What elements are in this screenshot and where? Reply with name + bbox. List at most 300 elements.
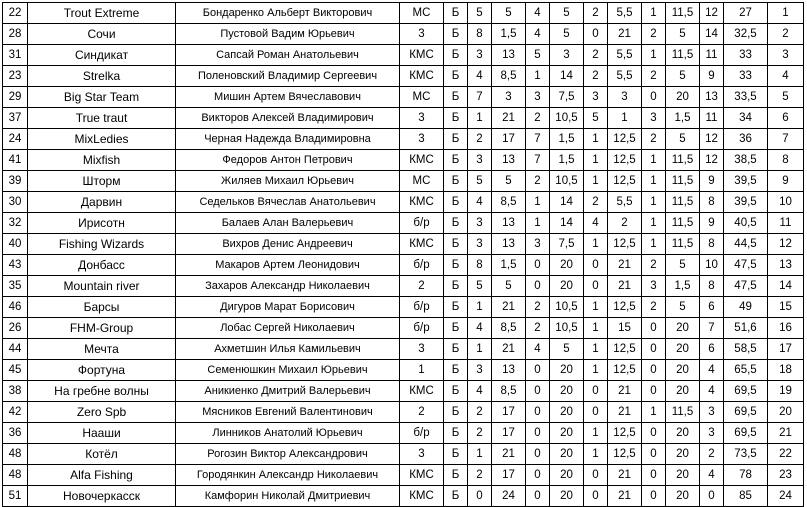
table-row: [3, 381, 804, 402]
team-name-cell: На гребне волны: [28, 381, 176, 402]
stage4-points-cell: 11,5: [666, 234, 700, 255]
participant-name-cell: Рогозин Виктор Александрович: [176, 444, 400, 465]
total-points-cell: 39,5: [724, 192, 768, 213]
participant-name-cell: Балаев Алан Валерьевич: [176, 213, 400, 234]
total-points-cell: 33,5: [724, 87, 768, 108]
stage2-points-cell: 20: [550, 402, 584, 423]
sector-cell: Б: [444, 45, 468, 66]
stage3-place-cell: 1: [584, 423, 608, 444]
team-number-cell: 48: [3, 444, 28, 465]
table-row: [3, 213, 804, 234]
stage2-points-cell: 10,5: [550, 318, 584, 339]
final-place-cell: 7: [768, 129, 804, 150]
table-row: [3, 192, 804, 213]
stage4-points-cell: 5: [666, 66, 700, 87]
stage3-points-cell: 21: [608, 255, 642, 276]
stage3-points-cell: 21: [608, 381, 642, 402]
participant-name-cell: Мишин Артем Вячеславович: [176, 87, 400, 108]
stage1-place-cell: 2: [468, 129, 492, 150]
stage3-place-cell: 2: [584, 192, 608, 213]
total-points-cell: 49: [724, 297, 768, 318]
stage2-place-cell: 4: [526, 24, 550, 45]
team-number-cell: 42: [3, 402, 28, 423]
stage2-points-cell: 20: [550, 465, 584, 486]
stage1-place-cell: 8: [468, 24, 492, 45]
stage2-place-cell: 3: [526, 87, 550, 108]
team-name-cell: Барсы: [28, 297, 176, 318]
stage2-place-cell: 0: [526, 486, 550, 507]
team-name-cell: Zero Spb: [28, 402, 176, 423]
stage1-points-cell: 17: [492, 423, 526, 444]
stage1-points-cell: 5: [492, 171, 526, 192]
participant-name-cell: Ахметшин Илья Камильевич: [176, 339, 400, 360]
participant-name-cell: Федоров Антон Петрович: [176, 150, 400, 171]
stage2-place-cell: 0: [526, 360, 550, 381]
team-name-cell: Mountain river: [28, 276, 176, 297]
sector-cell: Б: [444, 87, 468, 108]
table-row: [3, 66, 804, 87]
stage1-place-cell: 1: [468, 444, 492, 465]
stage3-place-cell: 0: [584, 465, 608, 486]
stage4-points-cell: 11,5: [666, 213, 700, 234]
stage1-place-cell: 3: [468, 150, 492, 171]
sector-cell: Б: [444, 402, 468, 423]
sport-rank-cell: 3: [400, 339, 444, 360]
stage2-place-cell: 1: [526, 213, 550, 234]
stage2-points-cell: 20: [550, 360, 584, 381]
table-row: [3, 276, 804, 297]
stage3-place-cell: 1: [584, 150, 608, 171]
stage2-points-cell: 20: [550, 423, 584, 444]
stage3-points-cell: 2: [608, 213, 642, 234]
stage1-place-cell: 2: [468, 465, 492, 486]
stage1-points-cell: 1,5: [492, 24, 526, 45]
sector-cell: Б: [444, 150, 468, 171]
sector-cell: Б: [444, 276, 468, 297]
stage1-place-cell: 7: [468, 87, 492, 108]
stage2-place-cell: 0: [526, 423, 550, 444]
catch-count-cell: 11: [700, 108, 724, 129]
team-name-cell: Big Star Team: [28, 87, 176, 108]
stage3-place-cell: 1: [584, 444, 608, 465]
stage2-place-cell: 3: [526, 234, 550, 255]
table-row: [3, 444, 804, 465]
stage4-place-cell: 2: [642, 24, 666, 45]
stage3-points-cell: 21: [608, 465, 642, 486]
participant-name-cell: Семенюшкин Михаил Юрьевич: [176, 360, 400, 381]
team-name-cell: True traut: [28, 108, 176, 129]
catch-count-cell: 13: [700, 87, 724, 108]
team-number-cell: 24: [3, 129, 28, 150]
total-points-cell: 40,5: [724, 213, 768, 234]
sport-rank-cell: 3: [400, 444, 444, 465]
stage1-place-cell: 5: [468, 3, 492, 24]
participant-name-cell: Макаров Артем Леонидович: [176, 255, 400, 276]
stage2-points-cell: 1,5: [550, 129, 584, 150]
stage4-points-cell: 5: [666, 129, 700, 150]
stage1-points-cell: 17: [492, 129, 526, 150]
final-place-cell: 3: [768, 45, 804, 66]
total-points-cell: 47,5: [724, 255, 768, 276]
stage3-place-cell: 2: [584, 45, 608, 66]
stage1-points-cell: 3: [492, 87, 526, 108]
stage4-place-cell: 0: [642, 318, 666, 339]
final-place-cell: 18: [768, 360, 804, 381]
stage1-place-cell: 2: [468, 402, 492, 423]
stage1-place-cell: 8: [468, 255, 492, 276]
sector-cell: Б: [444, 192, 468, 213]
stage4-place-cell: 1: [642, 402, 666, 423]
stage4-place-cell: 1: [642, 150, 666, 171]
sport-rank-cell: б/р: [400, 213, 444, 234]
sport-rank-cell: б/р: [400, 318, 444, 339]
sector-cell: Б: [444, 381, 468, 402]
stage4-place-cell: 0: [642, 360, 666, 381]
stage4-place-cell: 0: [642, 444, 666, 465]
stage1-place-cell: 3: [468, 234, 492, 255]
stage2-points-cell: 5: [550, 3, 584, 24]
stage3-place-cell: 0: [584, 276, 608, 297]
stage4-points-cell: 20: [666, 465, 700, 486]
participant-name-cell: Лобас Сергей Николаевич: [176, 318, 400, 339]
team-number-cell: 45: [3, 360, 28, 381]
sector-cell: Б: [444, 24, 468, 45]
stage4-place-cell: 3: [642, 108, 666, 129]
participant-name-cell: Викторов Алексей Владимирович: [176, 108, 400, 129]
stage1-points-cell: 1,5: [492, 255, 526, 276]
stage4-place-cell: 0: [642, 486, 666, 507]
catch-count-cell: 9: [700, 66, 724, 87]
participant-name-cell: Жиляев Михаил Юрьевич: [176, 171, 400, 192]
stage4-place-cell: 1: [642, 45, 666, 66]
team-number-cell: 46: [3, 297, 28, 318]
team-number-cell: 38: [3, 381, 28, 402]
table-row: [3, 129, 804, 150]
sport-rank-cell: 3: [400, 24, 444, 45]
table-row: [3, 402, 804, 423]
final-place-cell: 2: [768, 24, 804, 45]
team-name-cell: FHM-Group: [28, 318, 176, 339]
stage4-points-cell: 5: [666, 297, 700, 318]
table-row: [3, 234, 804, 255]
total-points-cell: 47,5: [724, 276, 768, 297]
total-points-cell: 32,5: [724, 24, 768, 45]
stage1-points-cell: 17: [492, 402, 526, 423]
stage1-place-cell: 5: [468, 171, 492, 192]
sector-cell: Б: [444, 360, 468, 381]
results-table: [2, 2, 804, 507]
stage1-place-cell: 3: [468, 213, 492, 234]
stage2-place-cell: 0: [526, 402, 550, 423]
sector-cell: Б: [444, 255, 468, 276]
catch-count-cell: 3: [700, 402, 724, 423]
team-name-cell: Trout Extreme: [28, 3, 176, 24]
team-number-cell: 28: [3, 24, 28, 45]
total-points-cell: 73,5: [724, 444, 768, 465]
stage4-place-cell: 0: [642, 465, 666, 486]
stage1-points-cell: 5: [492, 276, 526, 297]
team-name-cell: Мечта: [28, 339, 176, 360]
stage2-place-cell: 0: [526, 255, 550, 276]
table-row: [3, 423, 804, 444]
participant-name-cell: Аникиенко Дмитрий Валерьевич: [176, 381, 400, 402]
stage2-place-cell: 4: [526, 3, 550, 24]
sport-rank-cell: 3: [400, 129, 444, 150]
sport-rank-cell: КМС: [400, 45, 444, 66]
team-number-cell: 51: [3, 486, 28, 507]
stage3-points-cell: 12,5: [608, 150, 642, 171]
stage3-points-cell: 12,5: [608, 171, 642, 192]
stage3-points-cell: 5,5: [608, 3, 642, 24]
stage3-points-cell: 12,5: [608, 360, 642, 381]
final-place-cell: 13: [768, 255, 804, 276]
total-points-cell: 69,5: [724, 381, 768, 402]
stage3-points-cell: 21: [608, 486, 642, 507]
team-name-cell: Mixfish: [28, 150, 176, 171]
stage1-points-cell: 13: [492, 234, 526, 255]
stage1-place-cell: 1: [468, 108, 492, 129]
stage3-place-cell: 1: [584, 360, 608, 381]
stage1-points-cell: 17: [492, 465, 526, 486]
stage4-points-cell: 11,5: [666, 45, 700, 66]
stage4-points-cell: 11,5: [666, 402, 700, 423]
final-place-cell: 8: [768, 150, 804, 171]
stage4-points-cell: 11,5: [666, 171, 700, 192]
stage1-points-cell: 8,5: [492, 192, 526, 213]
total-points-cell: 34: [724, 108, 768, 129]
team-name-cell: MixLedies: [28, 129, 176, 150]
stage1-points-cell: 13: [492, 360, 526, 381]
stage1-place-cell: 4: [468, 192, 492, 213]
final-place-cell: 22: [768, 444, 804, 465]
sport-rank-cell: 2: [400, 276, 444, 297]
table-row: [3, 318, 804, 339]
catch-count-cell: 4: [700, 465, 724, 486]
final-place-cell: 16: [768, 318, 804, 339]
stage2-points-cell: 5: [550, 24, 584, 45]
table-row: [3, 108, 804, 129]
catch-count-cell: 12: [700, 129, 724, 150]
stage3-points-cell: 5,5: [608, 45, 642, 66]
stage1-points-cell: 24: [492, 486, 526, 507]
catch-count-cell: 14: [700, 24, 724, 45]
team-number-cell: 35: [3, 276, 28, 297]
stage3-points-cell: 21: [608, 276, 642, 297]
stage2-points-cell: 20: [550, 276, 584, 297]
sport-rank-cell: 2: [400, 402, 444, 423]
sport-rank-cell: МС: [400, 87, 444, 108]
team-name-cell: Новочеркасск: [28, 486, 176, 507]
sector-cell: Б: [444, 213, 468, 234]
team-number-cell: 36: [3, 423, 28, 444]
participant-name-cell: Сапсай Роман Анатольевич: [176, 45, 400, 66]
team-number-cell: 23: [3, 66, 28, 87]
table-row: [3, 3, 804, 24]
sport-rank-cell: КМС: [400, 234, 444, 255]
stage3-points-cell: 12,5: [608, 297, 642, 318]
sector-cell: Б: [444, 318, 468, 339]
stage1-place-cell: 4: [468, 318, 492, 339]
sport-rank-cell: МС: [400, 171, 444, 192]
stage3-points-cell: 21: [608, 24, 642, 45]
final-place-cell: 15: [768, 297, 804, 318]
total-points-cell: 27: [724, 3, 768, 24]
sport-rank-cell: КМС: [400, 486, 444, 507]
catch-count-cell: 8: [700, 192, 724, 213]
sector-cell: Б: [444, 486, 468, 507]
sport-rank-cell: КМС: [400, 150, 444, 171]
stage2-place-cell: 7: [526, 150, 550, 171]
stage4-place-cell: 1: [642, 234, 666, 255]
stage4-points-cell: 20: [666, 381, 700, 402]
final-place-cell: 12: [768, 234, 804, 255]
final-place-cell: 5: [768, 87, 804, 108]
stage1-points-cell: 5: [492, 3, 526, 24]
team-name-cell: Сочи: [28, 24, 176, 45]
stage3-place-cell: 0: [584, 402, 608, 423]
final-place-cell: 21: [768, 423, 804, 444]
stage2-place-cell: 0: [526, 381, 550, 402]
stage3-points-cell: 12,5: [608, 444, 642, 465]
catch-count-cell: 12: [700, 3, 724, 24]
stage3-place-cell: 5: [584, 108, 608, 129]
stage1-place-cell: 5: [468, 276, 492, 297]
sector-cell: Б: [444, 3, 468, 24]
sport-rank-cell: КМС: [400, 66, 444, 87]
final-place-cell: 17: [768, 339, 804, 360]
stage2-points-cell: 5: [550, 339, 584, 360]
stage3-place-cell: 0: [584, 255, 608, 276]
team-number-cell: 40: [3, 234, 28, 255]
stage4-place-cell: 1: [642, 171, 666, 192]
stage4-place-cell: 0: [642, 423, 666, 444]
stage2-place-cell: 2: [526, 171, 550, 192]
stage3-place-cell: 4: [584, 213, 608, 234]
participant-name-cell: Вихров Денис Андреевич: [176, 234, 400, 255]
final-place-cell: 24: [768, 486, 804, 507]
stage4-place-cell: 2: [642, 66, 666, 87]
stage3-place-cell: 0: [584, 486, 608, 507]
sector-cell: Б: [444, 234, 468, 255]
stage1-place-cell: 1: [468, 297, 492, 318]
catch-count-cell: 11: [700, 45, 724, 66]
sector-cell: Б: [444, 66, 468, 87]
stage1-place-cell: 0: [468, 486, 492, 507]
stage2-place-cell: 1: [526, 66, 550, 87]
stage1-place-cell: 4: [468, 381, 492, 402]
total-points-cell: 85: [724, 486, 768, 507]
table-row: [3, 360, 804, 381]
sector-cell: Б: [444, 423, 468, 444]
stage2-place-cell: 2: [526, 108, 550, 129]
stage2-points-cell: 14: [550, 66, 584, 87]
stage2-place-cell: 2: [526, 318, 550, 339]
team-number-cell: 32: [3, 213, 28, 234]
sector-cell: Б: [444, 339, 468, 360]
stage4-points-cell: 1,5: [666, 276, 700, 297]
catch-count-cell: 6: [700, 297, 724, 318]
stage2-place-cell: 1: [526, 192, 550, 213]
stage3-points-cell: 3: [608, 87, 642, 108]
stage1-points-cell: 8,5: [492, 66, 526, 87]
sector-cell: Б: [444, 108, 468, 129]
participant-name-cell: Городянкин Александр Николаевич: [176, 465, 400, 486]
catch-count-cell: 8: [700, 276, 724, 297]
stage4-place-cell: 0: [642, 381, 666, 402]
stage3-points-cell: 12,5: [608, 339, 642, 360]
table-row: [3, 45, 804, 66]
stage2-points-cell: 20: [550, 444, 584, 465]
stage2-place-cell: 0: [526, 465, 550, 486]
stage2-place-cell: 5: [526, 45, 550, 66]
team-number-cell: 39: [3, 171, 28, 192]
team-number-cell: 26: [3, 318, 28, 339]
team-name-cell: Дарвин: [28, 192, 176, 213]
participant-name-cell: Дигуров Марат Борисович: [176, 297, 400, 318]
sport-rank-cell: 1: [400, 360, 444, 381]
team-name-cell: Fishing Wizards: [28, 234, 176, 255]
stage4-place-cell: 1: [642, 213, 666, 234]
table-row: [3, 255, 804, 276]
total-points-cell: 39,5: [724, 171, 768, 192]
stage4-place-cell: 0: [642, 87, 666, 108]
catch-count-cell: 4: [700, 381, 724, 402]
stage2-points-cell: 14: [550, 213, 584, 234]
sport-rank-cell: КМС: [400, 192, 444, 213]
team-number-cell: 48: [3, 465, 28, 486]
stage2-points-cell: 10,5: [550, 171, 584, 192]
stage1-points-cell: 21: [492, 444, 526, 465]
stage2-place-cell: 2: [526, 297, 550, 318]
stage1-place-cell: 3: [468, 360, 492, 381]
stage2-points-cell: 7,5: [550, 234, 584, 255]
catch-count-cell: 9: [700, 171, 724, 192]
participant-name-cell: Камфорин Николай Дмитриевич: [176, 486, 400, 507]
team-name-cell: Ирисотн: [28, 213, 176, 234]
team-number-cell: 44: [3, 339, 28, 360]
stage2-points-cell: 7,5: [550, 87, 584, 108]
stage3-place-cell: 1: [584, 234, 608, 255]
table-row: [3, 87, 804, 108]
stage3-place-cell: 1: [584, 318, 608, 339]
stage4-points-cell: 20: [666, 486, 700, 507]
stage3-place-cell: 1: [584, 297, 608, 318]
catch-count-cell: 3: [700, 423, 724, 444]
final-place-cell: 19: [768, 381, 804, 402]
stage4-place-cell: 1: [642, 3, 666, 24]
participant-name-cell: Мясников Евгений Валентинович: [176, 402, 400, 423]
team-number-cell: 31: [3, 45, 28, 66]
final-place-cell: 9: [768, 171, 804, 192]
total-points-cell: 65,5: [724, 360, 768, 381]
results-table-body: [3, 3, 804, 507]
stage1-points-cell: 13: [492, 150, 526, 171]
sector-cell: Б: [444, 465, 468, 486]
team-number-cell: 37: [3, 108, 28, 129]
total-points-cell: 51,6: [724, 318, 768, 339]
stage1-place-cell: 2: [468, 423, 492, 444]
stage4-points-cell: 20: [666, 444, 700, 465]
stage4-points-cell: 20: [666, 339, 700, 360]
catch-count-cell: 2: [700, 444, 724, 465]
final-place-cell: 10: [768, 192, 804, 213]
stage3-place-cell: 0: [584, 24, 608, 45]
stage1-place-cell: 3: [468, 45, 492, 66]
team-number-cell: 30: [3, 192, 28, 213]
stage3-place-cell: 1: [584, 339, 608, 360]
catch-count-cell: 12: [700, 150, 724, 171]
team-name-cell: Синдикат: [28, 45, 176, 66]
